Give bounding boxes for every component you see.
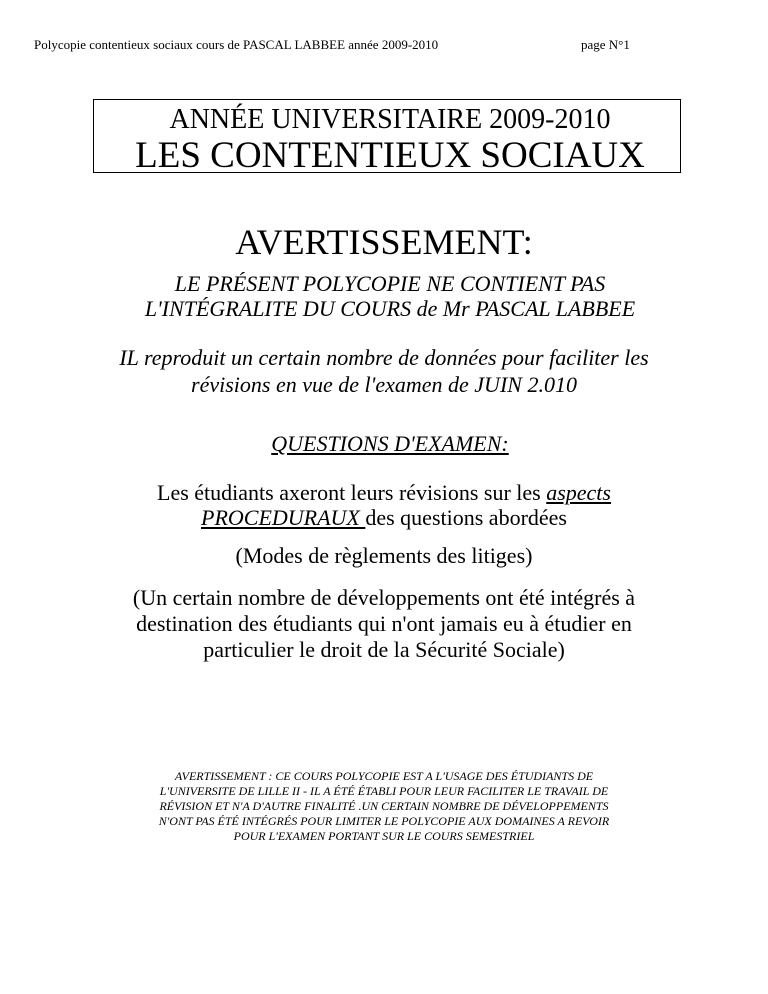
academic-year-title: ANNÉE UNIVERSITAIRE 2009-2010: [169, 104, 611, 135]
warning-heading: AVERTISSEMENT:: [235, 222, 533, 262]
purpose-paragraph: [0, 344, 768, 398]
developments-line: particulier le droit de la Sécurité Sociale): [203, 637, 565, 662]
footer-line: L'UNIVERSITE DE LILLE II - IL A ÉTÉ ÉTABLI POUR LEUR FACILITER LE TRAVAIL DE: [159, 784, 609, 798]
instructions-line: [0, 480, 768, 505]
footer-disclaimer: [0, 769, 768, 844]
footer-line: RÉVISION ET N'A D'AUTRE FINALITÉ .UN CERTAIN NOMBRE DE DÉVELOPPEMENTS: [159, 799, 609, 813]
exam-questions-heading: QUESTIONS D'EXAMEN:: [271, 431, 509, 456]
footer-line: POUR L'EXAMEN PORTANT SUR LE COURS SEMESTRIEL: [233, 829, 535, 843]
notice-line: L'INTÉGRALITE DU COURS de Mr PASCAL LABBEE: [144, 296, 636, 321]
developments-note: [0, 585, 768, 663]
completeness-notice: [0, 271, 768, 321]
notice-line: LE PRÉSENT POLYCOPIE NE CONTIENT PAS: [174, 271, 606, 296]
procedural-emphasis: PROCEDURAUX: [201, 505, 366, 530]
footer-line: N'ONT PAS ÉTÉ INTÉGRÉS POUR LIMITER LE POLYCOPIE AUX DOMAINES A REVOIR: [158, 814, 610, 828]
purpose-line: révisions en vue de l'examen de JUIN 2.010: [191, 372, 577, 397]
course-title: LES CONTENTIEUX SOCIAUX: [135, 135, 645, 176]
developments-line: (Un certain nombre de développements ont été intégrés à: [132, 585, 636, 610]
developments-line: destination des étudiants qui n'ont jamais eu à étudier en: [136, 611, 632, 636]
footer-line: AVERTISSEMENT : CE COURS POLYCOPIE EST A L'USAGE DES ÉTUDIANTS DE: [174, 769, 594, 783]
purpose-line: IL reproduit un certain nombre de données pour faciliter les: [119, 345, 649, 370]
page-number: page N°1: [581, 37, 630, 52]
instructions-line: [0, 505, 768, 530]
dispute-modes-note: (Modes de règlements des litiges): [235, 543, 533, 568]
instructions-suffix: des questions abordées: [365, 505, 567, 530]
instructions-prefix: Les étudiants axeront leurs révisions sur les: [157, 480, 547, 505]
aspects-emphasis: aspects: [546, 480, 611, 505]
revision-instructions: [0, 480, 768, 530]
running-header-title: Polycopie contentieux sociaux cours de PASCAL LABBEE année 2009-2010: [34, 37, 439, 52]
